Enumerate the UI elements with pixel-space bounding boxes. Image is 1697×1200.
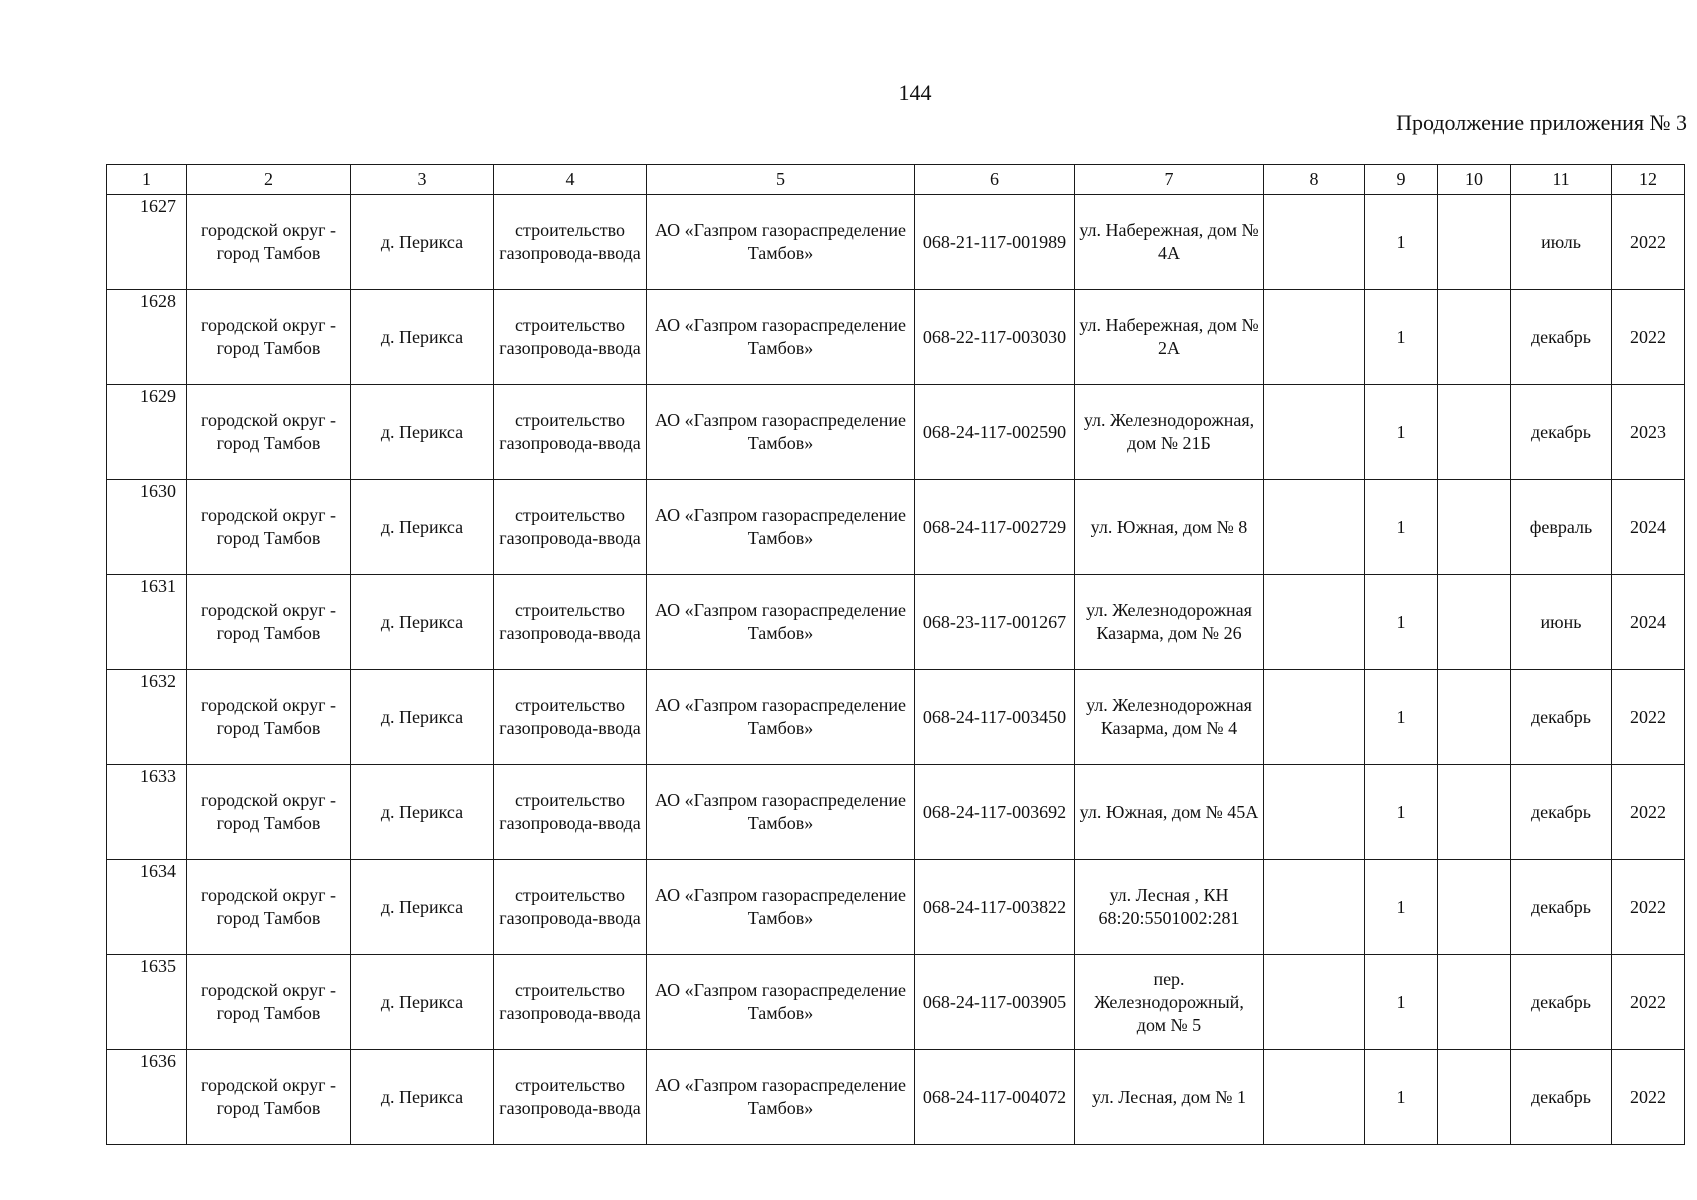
address-cell: ул. Лесная , КН 68:20:5501002:281 <box>1075 860 1264 955</box>
continuation-caption: Продолжение приложения № 3 <box>1396 110 1687 135</box>
organization-cell: АО «Газпром газораспределение Тамбов» <box>647 860 915 955</box>
address-cell: пер. Железнодорожный, дом № 5 <box>1075 955 1264 1050</box>
col8-cell <box>1264 1050 1365 1145</box>
code-cell: 068-24-117-003905 <box>915 955 1075 1050</box>
work-type-cell: строительство газопровода-ввода <box>494 1050 647 1145</box>
count-cell: 1 <box>1365 765 1438 860</box>
row-number: 1629 <box>107 385 187 480</box>
locality-cell: д. Перикса <box>351 860 494 955</box>
organization-cell: АО «Газпром газораспределение Тамбов» <box>647 765 915 860</box>
organization-cell: АО «Газпром газораспределение Тамбов» <box>647 195 915 290</box>
col8-cell <box>1264 195 1365 290</box>
col10-cell <box>1438 385 1511 480</box>
column-header: 10 <box>1438 165 1511 195</box>
address-cell: ул. Лесная, дом № 1 <box>1075 1050 1264 1145</box>
code-cell: 068-24-117-002729 <box>915 480 1075 575</box>
count-cell: 1 <box>1365 385 1438 480</box>
count-cell: 1 <box>1365 860 1438 955</box>
locality-cell: д. Перикса <box>351 765 494 860</box>
work-type-cell: строительство газопровода-ввода <box>494 195 647 290</box>
year-cell: 2022 <box>1612 670 1685 765</box>
column-header: 11 <box>1511 165 1612 195</box>
table-row <box>107 670 1685 765</box>
col10-cell <box>1438 195 1511 290</box>
row-number: 1633 <box>107 765 187 860</box>
col8-cell <box>1264 670 1365 765</box>
month-cell: декабрь <box>1511 765 1612 860</box>
address-cell: ул. Железнодорожная Казарма, дом № 4 <box>1075 670 1264 765</box>
col8-cell <box>1264 385 1365 480</box>
col10-cell <box>1438 1050 1511 1145</box>
address-cell: ул. Железнодорожная, дом № 21Б <box>1075 385 1264 480</box>
locality-cell: д. Перикса <box>351 575 494 670</box>
organization-cell: АО «Газпром газораспределение Тамбов» <box>647 385 915 480</box>
table-row <box>107 575 1685 670</box>
col8-cell <box>1264 860 1365 955</box>
col10-cell <box>1438 480 1511 575</box>
address-cell: ул. Набережная, дом № 2А <box>1075 290 1264 385</box>
district-cell: городской округ - город Тамбов <box>187 1050 351 1145</box>
work-type-cell: строительство газопровода-ввода <box>494 670 647 765</box>
locality-cell: д. Перикса <box>351 195 494 290</box>
col8-cell <box>1264 575 1365 670</box>
month-cell: декабрь <box>1511 955 1612 1050</box>
organization-cell: АО «Газпром газораспределение Тамбов» <box>647 1050 915 1145</box>
year-cell: 2024 <box>1612 575 1685 670</box>
count-cell: 1 <box>1365 670 1438 765</box>
column-header: 2 <box>187 165 351 195</box>
work-type-cell: строительство газопровода-ввода <box>494 480 647 575</box>
district-cell: городской округ - город Тамбов <box>187 290 351 385</box>
row-number: 1635 <box>107 955 187 1050</box>
month-cell: декабрь <box>1511 860 1612 955</box>
col8-cell <box>1264 765 1365 860</box>
organization-cell: АО «Газпром газораспределение Тамбов» <box>647 290 915 385</box>
year-cell: 2022 <box>1612 955 1685 1050</box>
month-cell: июль <box>1511 195 1612 290</box>
code-cell: 068-24-117-002590 <box>915 385 1075 480</box>
code-cell: 068-24-117-003450 <box>915 670 1075 765</box>
district-cell: городской округ - город Тамбов <box>187 480 351 575</box>
header-row <box>107 165 1685 195</box>
district-cell: городской округ - город Тамбов <box>187 860 351 955</box>
column-header: 1 <box>107 165 187 195</box>
address-cell: ул. Южная, дом № 45А <box>1075 765 1264 860</box>
year-cell: 2022 <box>1612 860 1685 955</box>
count-cell: 1 <box>1365 480 1438 575</box>
col10-cell <box>1438 860 1511 955</box>
year-cell: 2022 <box>1612 1050 1685 1145</box>
code-cell: 068-24-117-003692 <box>915 765 1075 860</box>
count-cell: 1 <box>1365 1050 1438 1145</box>
year-cell: 2022 <box>1612 765 1685 860</box>
locality-cell: д. Перикса <box>351 670 494 765</box>
organization-cell: АО «Газпром газораспределение Тамбов» <box>647 670 915 765</box>
registry-table <box>106 164 1685 1145</box>
col10-cell <box>1438 575 1511 670</box>
year-cell: 2023 <box>1612 385 1685 480</box>
district-cell: городской округ - город Тамбов <box>187 955 351 1050</box>
count-cell: 1 <box>1365 575 1438 670</box>
table-row <box>107 195 1685 290</box>
table-row <box>107 860 1685 955</box>
row-number: 1636 <box>107 1050 187 1145</box>
month-cell: декабрь <box>1511 670 1612 765</box>
column-header: 8 <box>1264 165 1365 195</box>
district-cell: городской округ - город Тамбов <box>187 385 351 480</box>
table-row <box>107 480 1685 575</box>
column-header: 9 <box>1365 165 1438 195</box>
code-cell: 068-23-117-001267 <box>915 575 1075 670</box>
month-cell: февраль <box>1511 480 1612 575</box>
district-cell: городской округ - город Тамбов <box>187 195 351 290</box>
code-cell: 068-24-117-003822 <box>915 860 1075 955</box>
work-type-cell: строительство газопровода-ввода <box>494 765 647 860</box>
col8-cell <box>1264 955 1365 1050</box>
col8-cell <box>1264 290 1365 385</box>
col8-cell <box>1264 480 1365 575</box>
table-row <box>107 955 1685 1050</box>
column-header: 6 <box>915 165 1075 195</box>
address-cell: ул. Набережная, дом № 4А <box>1075 195 1264 290</box>
district-cell: городской округ - город Тамбов <box>187 765 351 860</box>
table-row <box>107 1050 1685 1145</box>
page-number: 144 <box>898 80 932 105</box>
locality-cell: д. Перикса <box>351 955 494 1050</box>
month-cell: декабрь <box>1511 385 1612 480</box>
row-number: 1634 <box>107 860 187 955</box>
column-header: 4 <box>494 165 647 195</box>
locality-cell: д. Перикса <box>351 1050 494 1145</box>
table-row <box>107 765 1685 860</box>
row-number: 1627 <box>107 195 187 290</box>
column-header: 7 <box>1075 165 1264 195</box>
count-cell: 1 <box>1365 195 1438 290</box>
organization-cell: АО «Газпром газораспределение Тамбов» <box>647 480 915 575</box>
month-cell: июнь <box>1511 575 1612 670</box>
col10-cell <box>1438 670 1511 765</box>
column-header: 3 <box>351 165 494 195</box>
work-type-cell: строительство газопровода-ввода <box>494 385 647 480</box>
count-cell: 1 <box>1365 290 1438 385</box>
work-type-cell: строительство газопровода-ввода <box>494 955 647 1050</box>
district-cell: городской округ - город Тамбов <box>187 670 351 765</box>
row-number: 1630 <box>107 480 187 575</box>
column-header: 12 <box>1612 165 1685 195</box>
organization-cell: АО «Газпром газораспределение Тамбов» <box>647 955 915 1050</box>
address-cell: ул. Южная, дом № 8 <box>1075 480 1264 575</box>
work-type-cell: строительство газопровода-ввода <box>494 860 647 955</box>
code-cell: 068-24-117-004072 <box>915 1050 1075 1145</box>
table-row <box>107 290 1685 385</box>
row-number: 1631 <box>107 575 187 670</box>
address-cell: ул. Железнодорожная Казарма, дом № 26 <box>1075 575 1264 670</box>
month-cell: декабрь <box>1511 1050 1612 1145</box>
locality-cell: д. Перикса <box>351 385 494 480</box>
table-row <box>107 385 1685 480</box>
code-cell: 068-22-117-003030 <box>915 290 1075 385</box>
col10-cell <box>1438 765 1511 860</box>
work-type-cell: строительство газопровода-ввода <box>494 575 647 670</box>
column-header: 5 <box>647 165 915 195</box>
row-number: 1628 <box>107 290 187 385</box>
row-number: 1632 <box>107 670 187 765</box>
locality-cell: д. Перикса <box>351 480 494 575</box>
year-cell: 2022 <box>1612 290 1685 385</box>
district-cell: городской округ - город Тамбов <box>187 575 351 670</box>
code-cell: 068-21-117-001989 <box>915 195 1075 290</box>
count-cell: 1 <box>1365 955 1438 1050</box>
locality-cell: д. Перикса <box>351 290 494 385</box>
work-type-cell: строительство газопровода-ввода <box>494 290 647 385</box>
organization-cell: АО «Газпром газораспределение Тамбов» <box>647 575 915 670</box>
col10-cell <box>1438 290 1511 385</box>
col10-cell <box>1438 955 1511 1050</box>
year-cell: 2022 <box>1612 195 1685 290</box>
year-cell: 2024 <box>1612 480 1685 575</box>
month-cell: декабрь <box>1511 290 1612 385</box>
